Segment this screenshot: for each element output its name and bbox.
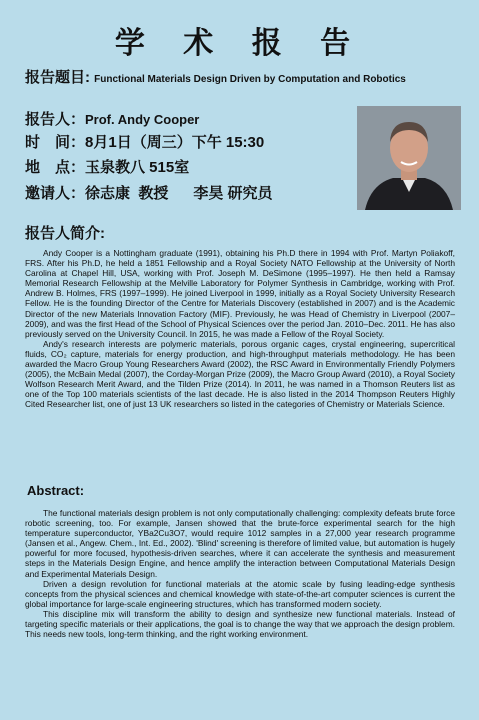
talk-topic xyxy=(25,66,465,87)
host-row xyxy=(25,182,273,203)
time-value: 8月1日（周三）下午 15:30 xyxy=(85,134,265,151)
host-label: 邀请人： xyxy=(25,185,86,202)
topic-text: Functional Materials Design Driven by Computation and Robotics xyxy=(94,74,406,85)
place-value: 玉泉教八 515室 xyxy=(85,159,190,176)
time-row xyxy=(25,131,264,152)
host-value: 徐志康 教授 李昊 研究员 xyxy=(85,185,273,202)
bio-paragraph-1: Andy Cooper is a Nottingham graduate (1991), obtaining his Ph.D there in 1994 with Prof. Martyn Poliakoff, FRS. After his Ph.D, he held a 1851 Fellowship and a Royal Society NATO Fellowship at the University of North Carolina at Chapel Hill, USA, working with Prof. Joseph M. DeSimone (1995–1997). He then held a Ramsay Memorial Research Fellowship at the Melville Laboratory for Polymer Synthesis in Cambridge, working with Prof. Andrew B. Holmes, FRS (1997–1999). He joined Liverpool in 1999, initially as a Royal Society University Research Fellow. He is the founding Director of the Centre for Materials Discovery (established in 2007) and is the Academic Director of the new Materials Innovation Factory (MIF). Previously, he was Head of Chemistry in Liverpool (2007–2009), and was the first Head of the School of Physical Sciences over the period Jan. 2010–Dec. 2011. He has also previously served on the University Council. In 2015, he was made a Fellow of the Royal Society. xyxy=(25,248,455,339)
topic-label: 报告题目: xyxy=(25,69,90,86)
abstract-paragraph-3: This discipline mix will transform the ability to design and synthesize new functional materials. Instead of targeting specific materials or their applications, the goal is to change the way that we approach the design problem. This needs new tools, long-term thinking, and the right working environment. xyxy=(25,608,455,640)
page-title: 学 术 报 告 xyxy=(114,26,365,61)
speaker-row xyxy=(25,108,199,129)
bio-text xyxy=(25,248,455,410)
bio-paragraph-2: Andy's research interests are polymeric materials, porous organic cages, crystal engineering, supercritical fluids, CO₂ capture, materials for energy production, and high-throughput materials methodology. He has been awarded the Macro Group Young Researchers Award (2002), the RSC Award in Environmentally Friendly Polymers (2005), the McBain Medal (2007), the Corday-Morgan Prize (2009), the Macro Group Award (2010), a Royal Society Wolfson Research Merit Award, and the Tilden Prize (2014). In 2011, he was named in a Thomson Reuters list as one of the Top 100 materials scientists of the last decade. He is also listed in the 2014 Thompson Reuters Highly Cited Researcher list, one of just 13 UK researchers so listed in the categories of Chemistry or Materials Science. xyxy=(25,338,455,410)
speaker-value: Prof. Andy Cooper xyxy=(85,112,200,127)
speaker-label: 报告人： xyxy=(25,111,86,128)
place-label: 地 点： xyxy=(25,159,86,176)
place-row xyxy=(25,156,189,177)
abstract-text xyxy=(25,508,455,639)
abstract-paragraph-2: Driven a design revolution for functional materials at the atomic scale by fusing leading-edge synthesis concepts from the physical sciences and chemical knowledge with state-of-the-art computer sciences is current the global importance for large-scale engineering structures, which has transformed modern society. xyxy=(25,578,455,609)
speaker-photo xyxy=(357,106,461,210)
bio-heading: 报告人简介: xyxy=(25,225,105,242)
speaker-portrait-icon xyxy=(357,106,461,210)
abstract-paragraph-1: The functional materials design problem is not only computationally challenging: complexity defeats brute force robotic screening, too. For example, Jansen showed that the brute-force experimental search for the high temperature superconductor, YBa2Cu3O7, would require 1012 samples in a 27,000 year research programme (Jansen et al., Angew. Chem., Int. Ed., 2002). 'Blind' screening is therefore of limited value, but automation is hugely powerful for more focused, hypothesis-driven searches, where it can accelerate the synthesis and measurement steps in the Materials Design Engine, and hence amplify the interaction between Computational Materials Design and Experimental Materials Design. xyxy=(25,508,455,579)
abstract-heading: Abstract: xyxy=(27,483,85,498)
time-label: 时 间： xyxy=(25,134,86,151)
